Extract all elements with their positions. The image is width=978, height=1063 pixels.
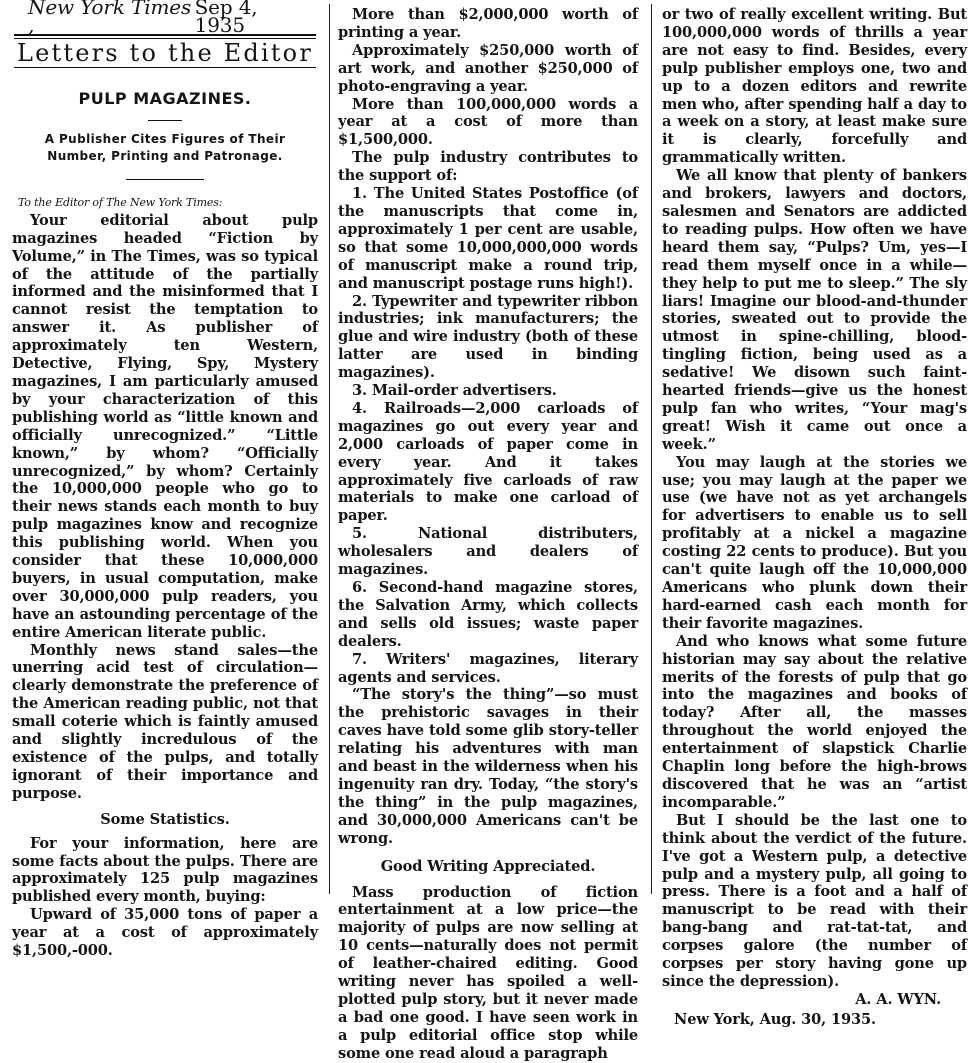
body-paragraph: For your information, here are some facts about the pulps. There are approximately 125 pulp magazines published every month, buying: [12,834,318,906]
body-paragraph: You may laugh at the stories we use; you may laugh at the paper we use (we have not as yet archangels for advertisers to enable us to sell profitably at a nickel a magazine costing 22 cents to produce). But you can't quite laugh off the 10,000,000 Americans who plunk down their hard-earned cash each month for their favorite magazines. [662,453,967,632]
body-paragraph: Mass production of fiction entertainment at a low price—the majority of pulps are now selling at 10 cents—naturally does not permit of leather-chaired editing. Good writing never has spoiled a well-plotted pulp story, but it never made a bad one good. I have seen work in a pulp editorial office stop while some one read aloud a paragraph [338,883,638,1062]
body-paragraph: More than $2,000,000 worth of printing a year. [338,6,638,41]
dateline: New York, Aug. 30, 1935. [674,1010,876,1028]
headline-rule [148,120,182,121]
signature: A. A. WYN. [855,990,941,1008]
body-paragraph: We all know that plenty of bankers and brokers, lawyers and doctors, salesmen and Senators are addicted to reading pulps. How often we have heard them say, “Pulps? Um, yes—I read them myself once in a while—they help to put me to sleep.” The sly liars! Imagine our blood-and-thunder stories, sweated out to provide the utmost in spine-chilling, blood-tingling fiction, being used as a sedative! We disown such faint-hearted friends—give us the honest pulp fan who writes, “Your mag's great! Wish it came out once a week.” [662,167,967,453]
section-title: Letters to the Editor [16,39,314,67]
section-rule [14,67,316,68]
body-paragraph: or two of really excellent writing. But 100,000,000 words of thrills a year are not easy to find. Besides, every pulp publisher employs one, two and up to a dozen editors and rewrite men who, after spending half a day to a week on a story, at least make sure it is clearly, forcefully and grammatically written. [662,6,967,167]
column-divider-2 [651,4,652,894]
body-paragraph: Your editorial about pulp magazines headed “Fiction by Volume,” in The Times, was so typical of the attitude of the partially informed and the misinformed that I cannot resist the temptation to answer it. As publisher of approximately ten Western, Detective, Flying, Spy, Mystery magazines, I am particularly amused by your characterization of this publishing world as “little known and officially unrecognized.” “Little known,” by whom? “Officially unrecognized,” by whom? Certainly the 10,000,000 people who go to their news stands each month to buy pulp magazines know and recognize this publishing world. When you consider that these 10,000,000 buyers, in usual computation, make over 30,000,000 pulp readers, you have an astounding percentage of the entire American literate public. [12,211,318,641]
column-divider-1 [329,4,330,894]
list-item: 5. National distributers, wholesalers and dealers of magazines. [338,525,638,579]
masthead-date: Sep 4, 1935 [194,0,258,37]
body-paragraph: “The story's the thing”—so must the prehistoric savages in their caves have told some glib story-teller relating his adventures with man and beast in the wilderness when his ingenuity ran dry. Today, “the story's the thing” in the pulp magazines, and 30,000,000 Americans can't be wrong. [338,686,638,847]
deck: A Publisher Cites Figures of Their Number, Printing and Patronage. [44,131,286,163]
column-3 [662,0,967,1028]
subhead-statistics: Some Statistics. [100,810,230,828]
subhead-good-writing: Good Writing Appreciated. [380,857,596,875]
body-paragraph: The pulp industry contributes to the support of: [338,149,638,185]
list-item: 3. Mail-order advertisers. [352,382,557,400]
list-item: 7. Writers' magazines, literary agents and services. [338,650,638,686]
body-paragraph: Upward of 35,000 tons of paper a year at a cost of approximately $1,500,-000. [12,906,318,960]
body-paragraph: Monthly news stand sales—the unerring acid test of circulation—clearly demonstrate the preference of the American reading public, not that small coterie which is faintly amused and slightly incredulous of the existence of the pulps, and totally ignorant of their importance and purpose. [12,641,318,802]
list-item: 1. The United States Postoffice (of the manuscripts that come in, approximately 1 per cent are usable, so that some 10,000,000,000 words of manuscript make a round trip, and manuscript postage runs high!). [338,185,638,292]
body-paragraph: But I should be the last one to think about the verdict of the future. I've got a Western pulp, a detective pulp and a mystery pulp, all going to press. There is a foot and a half of manuscript to be read with their bang-bang and rat-tat-tat, and corpses galore (the number of corpses per story having gone up since the depression). [662,811,967,990]
deck-rule [126,179,204,180]
column-2 [338,0,638,1062]
body-paragraph: And who knows what some future historian may say about the relative merits of the forests of pulp that go into the magazines and books of today? After all, the masses throughout the world enjoyed the entertainment of slapstick Charlie Chaplin long before the high-brows discovered that he was an “artist incomparable.” [662,632,967,811]
list-item: 6. Second-hand magazine stores, the Salvation Army, which collects and sells old issues; waste paper dealers. [338,579,638,650]
body-paragraph: Approximately $250,000 worth of art work, and another $250,000 of photo-engraving a year. [338,41,638,95]
list-item: 2. Typewriter and typewriter ribbon industries; ink manufacturers; the glue and wire industry (both of these latter are used in binding magazines). [338,292,638,382]
salutation: To the Editor of The New York Times: [18,195,223,209]
headline: PULP MAGAZINES. [78,88,252,108]
masthead [12,0,318,37]
list-item: 4. Railroads—2,000 carloads of magazines go out every year and 2,000 carloads of paper come in every year. And it takes approximately five carloads of raw materials to make one carload of paper. [338,399,638,525]
masthead-paper: New York Times , [28,0,192,37]
body-paragraph: More than 100,000,000 words a year at a cost of more than $1,500,000. [338,95,638,149]
column-1 [12,0,322,960]
